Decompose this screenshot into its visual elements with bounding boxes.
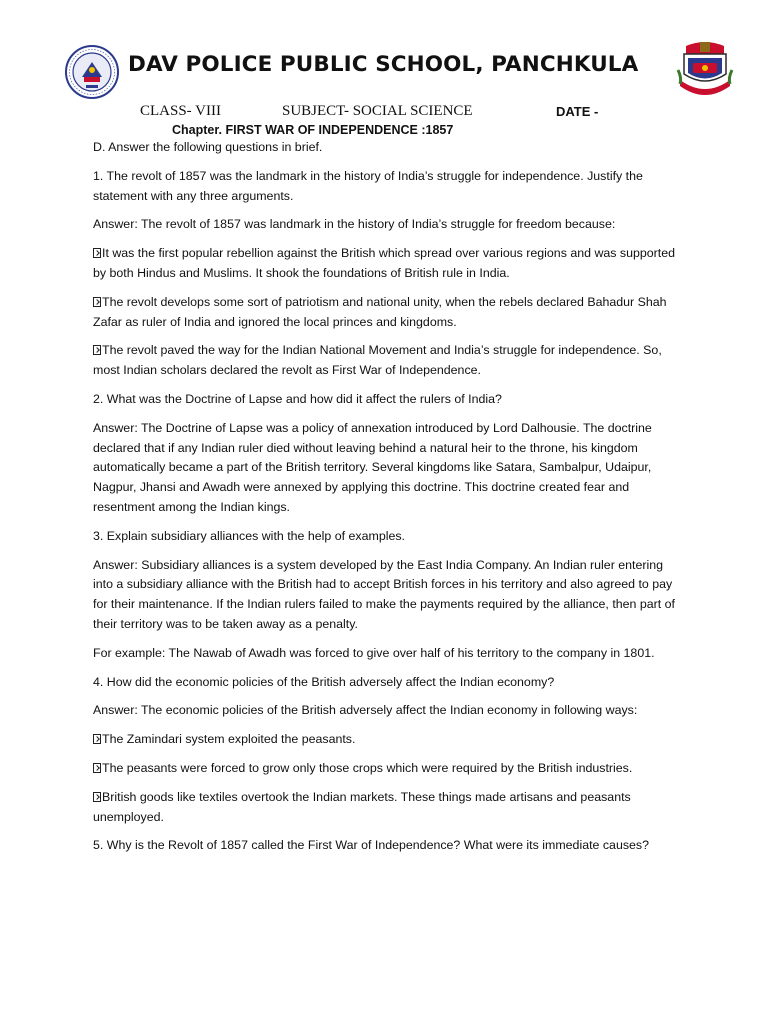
checkbox-bullet-icon bbox=[93, 792, 101, 802]
point-text: The peasants were forced to grow only those crops which were required by the British industries. bbox=[102, 760, 633, 775]
answer-1-point bbox=[93, 244, 683, 284]
answer-4-point bbox=[93, 788, 683, 828]
answer-3: Answer: Subsidiary alliances is a system developed by the East India Company. An Indian ruler entering into a subsidiary alliance with the British had to accept British forces in his territory and also agreed to pay for their maintenance. If the Indian rulers failed to make the payments required by the alliance, then part of their territory was to be taken away as a penalty. bbox=[93, 557, 676, 631]
answer-4-point bbox=[93, 730, 683, 750]
point-text: The Zamindari system exploited the peasants. bbox=[102, 732, 356, 747]
date-label: DATE - bbox=[556, 104, 599, 119]
question-5: 5. Why is the Revolt of 1857 called the First War of Independence? What were its immediate causes? bbox=[93, 838, 650, 853]
answer-1-point bbox=[93, 341, 683, 381]
answer-4-point bbox=[93, 759, 683, 779]
checkbox-bullet-icon bbox=[93, 297, 101, 307]
answer-1-point bbox=[93, 293, 683, 333]
section-heading: D. Answer the following questions in brief. bbox=[93, 140, 323, 154]
answer-3-example: For example: The Nawab of Awadh was forced to give over half of his territory to the company in 1801. bbox=[93, 645, 655, 660]
checkbox-bullet-icon bbox=[93, 248, 101, 258]
answer-1: Answer: The revolt of 1857 was landmark in the history of India’s struggle for freedom because: bbox=[93, 217, 616, 232]
school-crest-icon bbox=[64, 44, 120, 100]
chapter-title: Chapter. FIRST WAR OF INDEPENDENCE :1857 bbox=[172, 123, 454, 137]
checkbox-bullet-icon bbox=[93, 345, 101, 355]
school-name: DAV POLICE PUBLIC SCHOOL, PANCHKULA bbox=[128, 52, 639, 77]
answer-4: Answer: The economic policies of the British adversely affect the Indian economy in following ways: bbox=[93, 703, 638, 718]
checkbox-bullet-icon bbox=[93, 734, 101, 744]
question-3: 3. Explain subsidiary alliances with the help of examples. bbox=[93, 528, 405, 543]
answer-2: Answer: The Doctrine of Lapse was a policy of annexation introduced by Lord Dalhousie. The doctrine declared that if any Indian ruler died without leaving behind a natural heir to the throne, his kingdom automatically became a part of the British territory. Several kingdoms like Satara, Sambalpur, Udaipur, Nagpur, Jhansi and Awadh were annexed by applying this doctrine. This doctrine created fear and resentment among the Indian kings. bbox=[93, 420, 652, 514]
point-text: British goods like textiles overtook the Indian markets. These things made artisans and peasants unemployed. bbox=[93, 789, 631, 824]
class-subject-row bbox=[0, 103, 768, 123]
question-4: 4. How did the economic policies of the British adversely affect the Indian economy? bbox=[93, 674, 555, 689]
checkbox-bullet-icon bbox=[93, 763, 101, 773]
question-2: 2. What was the Doctrine of Lapse and how did it affect the rulers of India? bbox=[93, 391, 502, 406]
class-label: CLASS- VIII bbox=[140, 103, 221, 119]
question-1: 1. The revolt of 1857 was the landmark in the history of India’s struggle for independence. Justify the statement with any three arguments. bbox=[93, 168, 643, 203]
police-emblem-icon bbox=[676, 40, 734, 102]
point-text: The revolt paved the way for the Indian National Movement and India’s struggle for independence. So, most Indian scholars declared the revolt as First War of Independence. bbox=[93, 343, 662, 378]
point-text: It was the first popular rebellion against the British which spread over various regions and was supported by both Hindus and Muslims. It shook the foundations of British rule in India. bbox=[93, 246, 676, 280]
subject-label: SUBJECT- SOCIAL SCIENCE bbox=[282, 103, 473, 119]
point-text: The revolt develops some sort of patriotism and national unity, when the rebels declared Bahadur Shah Zafar as ruler of India and ignored the local princes and kingdoms. bbox=[93, 294, 667, 329]
worksheet-body bbox=[93, 138, 683, 865]
